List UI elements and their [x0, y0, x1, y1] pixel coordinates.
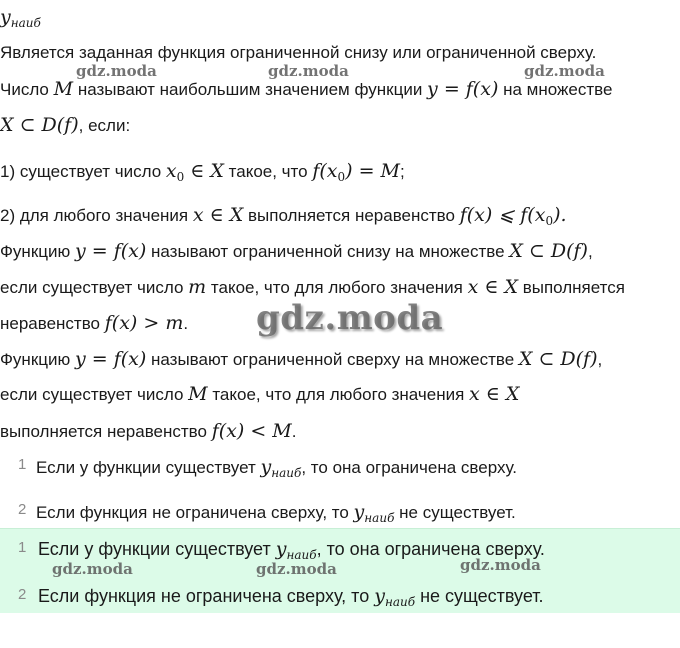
text-line-9: Функцию y = f(x) называют ограниченной сверху на множестве X ⊂ D(f),: [0, 348, 603, 370]
text-line-8: неравенство f(x) > m.: [0, 312, 189, 334]
text-line-3: X ⊂ D(f), если:: [0, 114, 131, 136]
watermark: gdz.moda: [256, 298, 444, 338]
text-line-11: выполняется неравенство f(x) < M.: [0, 420, 297, 442]
text-line-7: если существует число m такое, что для любого значения x ∈ X выполняется: [0, 276, 625, 298]
text-line-4: 1) существует число $x_0$ ∈ X такое, что $f(x_0) = M$;: [0, 160, 405, 184]
heading: $y_{наиб}$: [0, 6, 41, 30]
watermark: gdz.moda: [256, 560, 337, 578]
watermark: gdz.moda: [460, 556, 541, 574]
text-line-5: 2) для любого значения x ∈ X выполняется неравенство f(x) ⩽ $f(x_0)$.: [0, 204, 567, 228]
watermark: gdz.moda: [52, 560, 133, 578]
watermark: gdz.moda: [524, 62, 605, 80]
text-line-1: Является заданная функция ограниченной снизу или ограниченной сверху.: [0, 43, 597, 62]
watermark: gdz.moda: [76, 62, 157, 80]
answer-highlight-box: 1 Если у функции существует $y_{наиб}$, то она ограничена сверху. 2 Если функция не ограничена сверху, то $y_{наиб}$ не существует.: [0, 528, 680, 613]
watermark: gdz.moda: [268, 62, 349, 80]
text-line-10: если существует число M такое, что для любого значения x ∈ X: [0, 383, 520, 405]
text-line-2: Число M называют наибольшим значением функции y = f(x) на множестве: [0, 78, 613, 100]
text-line-6: Функцию y = f(x) называют ограниченной снизу на множестве X ⊂ D(f),: [0, 240, 593, 262]
